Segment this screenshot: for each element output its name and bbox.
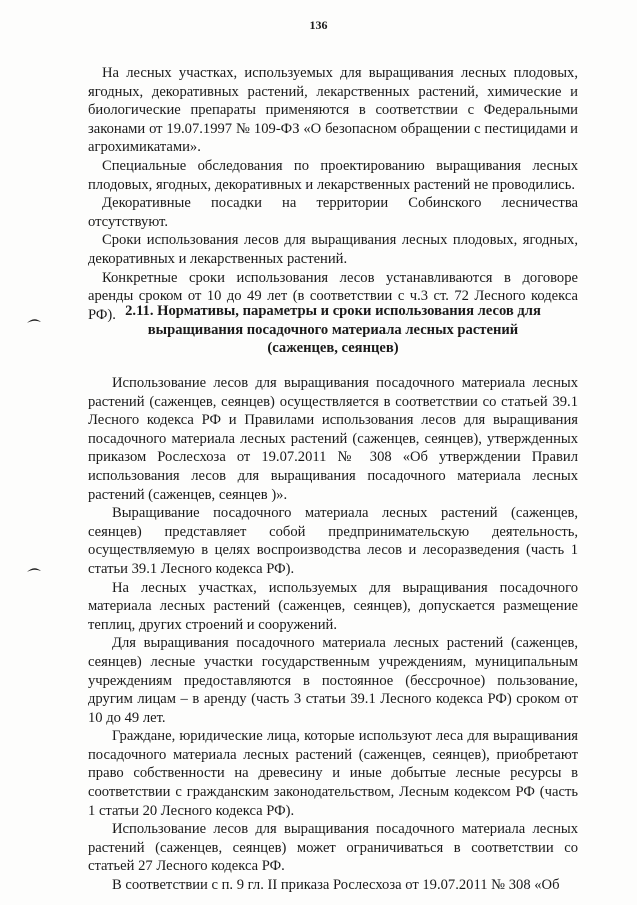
section-heading-line: (саженцев, сеянцев) bbox=[267, 340, 399, 357]
paragraph: На лесных участках, используемых для выращивания лесных плодовых, ягодных, декоративных растений, лекарственных растений, химические и биологические препараты применяются в соответствии с Федеральными законами от 19.07.1997 № 109-ФЗ «О безопасном обращении с пестицидами и агрохимикатами». bbox=[88, 65, 578, 156]
section-body-text bbox=[88, 374, 578, 895]
paragraph: Для выращивания посадочного материала лесных растений (саженцев, сеянцев) лесные участки государственным учреждениям, муниципальным учреждениям предоставляются в постоянное (бессрочное) пользование, другим лицам – в аренду (часть 3 статьи 39.1 Лесного кодекса РФ) сроком от 10 до 49 лет. bbox=[88, 635, 578, 726]
paragraph: Декоративные посадки на территории Собинского лесничества отсутствуют. bbox=[88, 195, 578, 230]
section-heading-line: выращивания посадочного материала лесных растений bbox=[147, 321, 519, 338]
paragraph: Граждане, юридические лица, которые используют леса для выращивания посадочного материала лесных растений (саженцев, сеянцев), приобретают право собственности на древесину и иные добытые лесные ресурсы в соответствии с гражданским законодательством, Лесным кодексом РФ (часть 1 статьи 20 Лесного кодекса РФ). bbox=[88, 728, 578, 819]
paragraph: Конкретные сроки использования лесов устанавливаются в договоре аренды сроком от 10 до 49 лет (в соответствии с ч.3 ст. 72 Лесного кодекса РФ). bbox=[88, 269, 578, 323]
paragraph: Использование лесов для выращивания посадочного материала лесных растений (саженцев, сеянцев) осуществляется в соответствии со статьей 39.1 Лесного кодекса РФ и Правилами использования лесов для выращивания посадочного материала лесных растений (саженцев, сеянцев), утвержденных приказом Рослесхоза от 19.07.2011 № 308 «Об утверждении Правил использования лесов для выращивания посадочного материала лесных растений (саженцев, сеянцев )». bbox=[88, 375, 578, 503]
page-number: 136 bbox=[309, 18, 328, 32]
paragraph: На лесных участках, используемых для выращивания посадочного материала лесных растений (саженцев, сеянцев), допускается размещение теплиц, других строений и сооружений. bbox=[88, 579, 578, 633]
paragraph: Специальные обследования по проектированию выращивания лесных плодовых, ягодных, декоративных и лекарственных растений не проводились. bbox=[88, 157, 578, 193]
intro-text-block bbox=[88, 64, 578, 324]
paragraph: Сроки использования лесов для выращивания лесных плодовых, ягодных, декоративных и лекарственных растений. bbox=[88, 232, 578, 267]
section-heading-line: 2.11. Нормативы, параметры и сроки использования лесов для bbox=[125, 303, 541, 319]
binder-hole-mark-icon bbox=[26, 316, 42, 324]
binder-hole-mark-icon bbox=[26, 565, 42, 573]
paragraph: Выращивание посадочного материала лесных растений (саженцев, сеянцев) представляет собой предпринимательскую деятельность, осуществляемую в целях воспроизводства лесов и лесоразведения (часть 1 статьи 39.1 Лесного кодекса РФ). bbox=[88, 505, 578, 577]
section-heading bbox=[88, 302, 578, 358]
paragraph: Использование лесов для выращивания посадочного материала лесных растений (саженцев, сеянцев) может ограничиваться в соответствии со статьей 27 Лесного кодекса РФ. bbox=[88, 821, 578, 875]
paragraph: В соответствии с п. 9 гл. II приказа Рослесхоза от 19.07.2011 № 308 «Об bbox=[112, 877, 560, 894]
